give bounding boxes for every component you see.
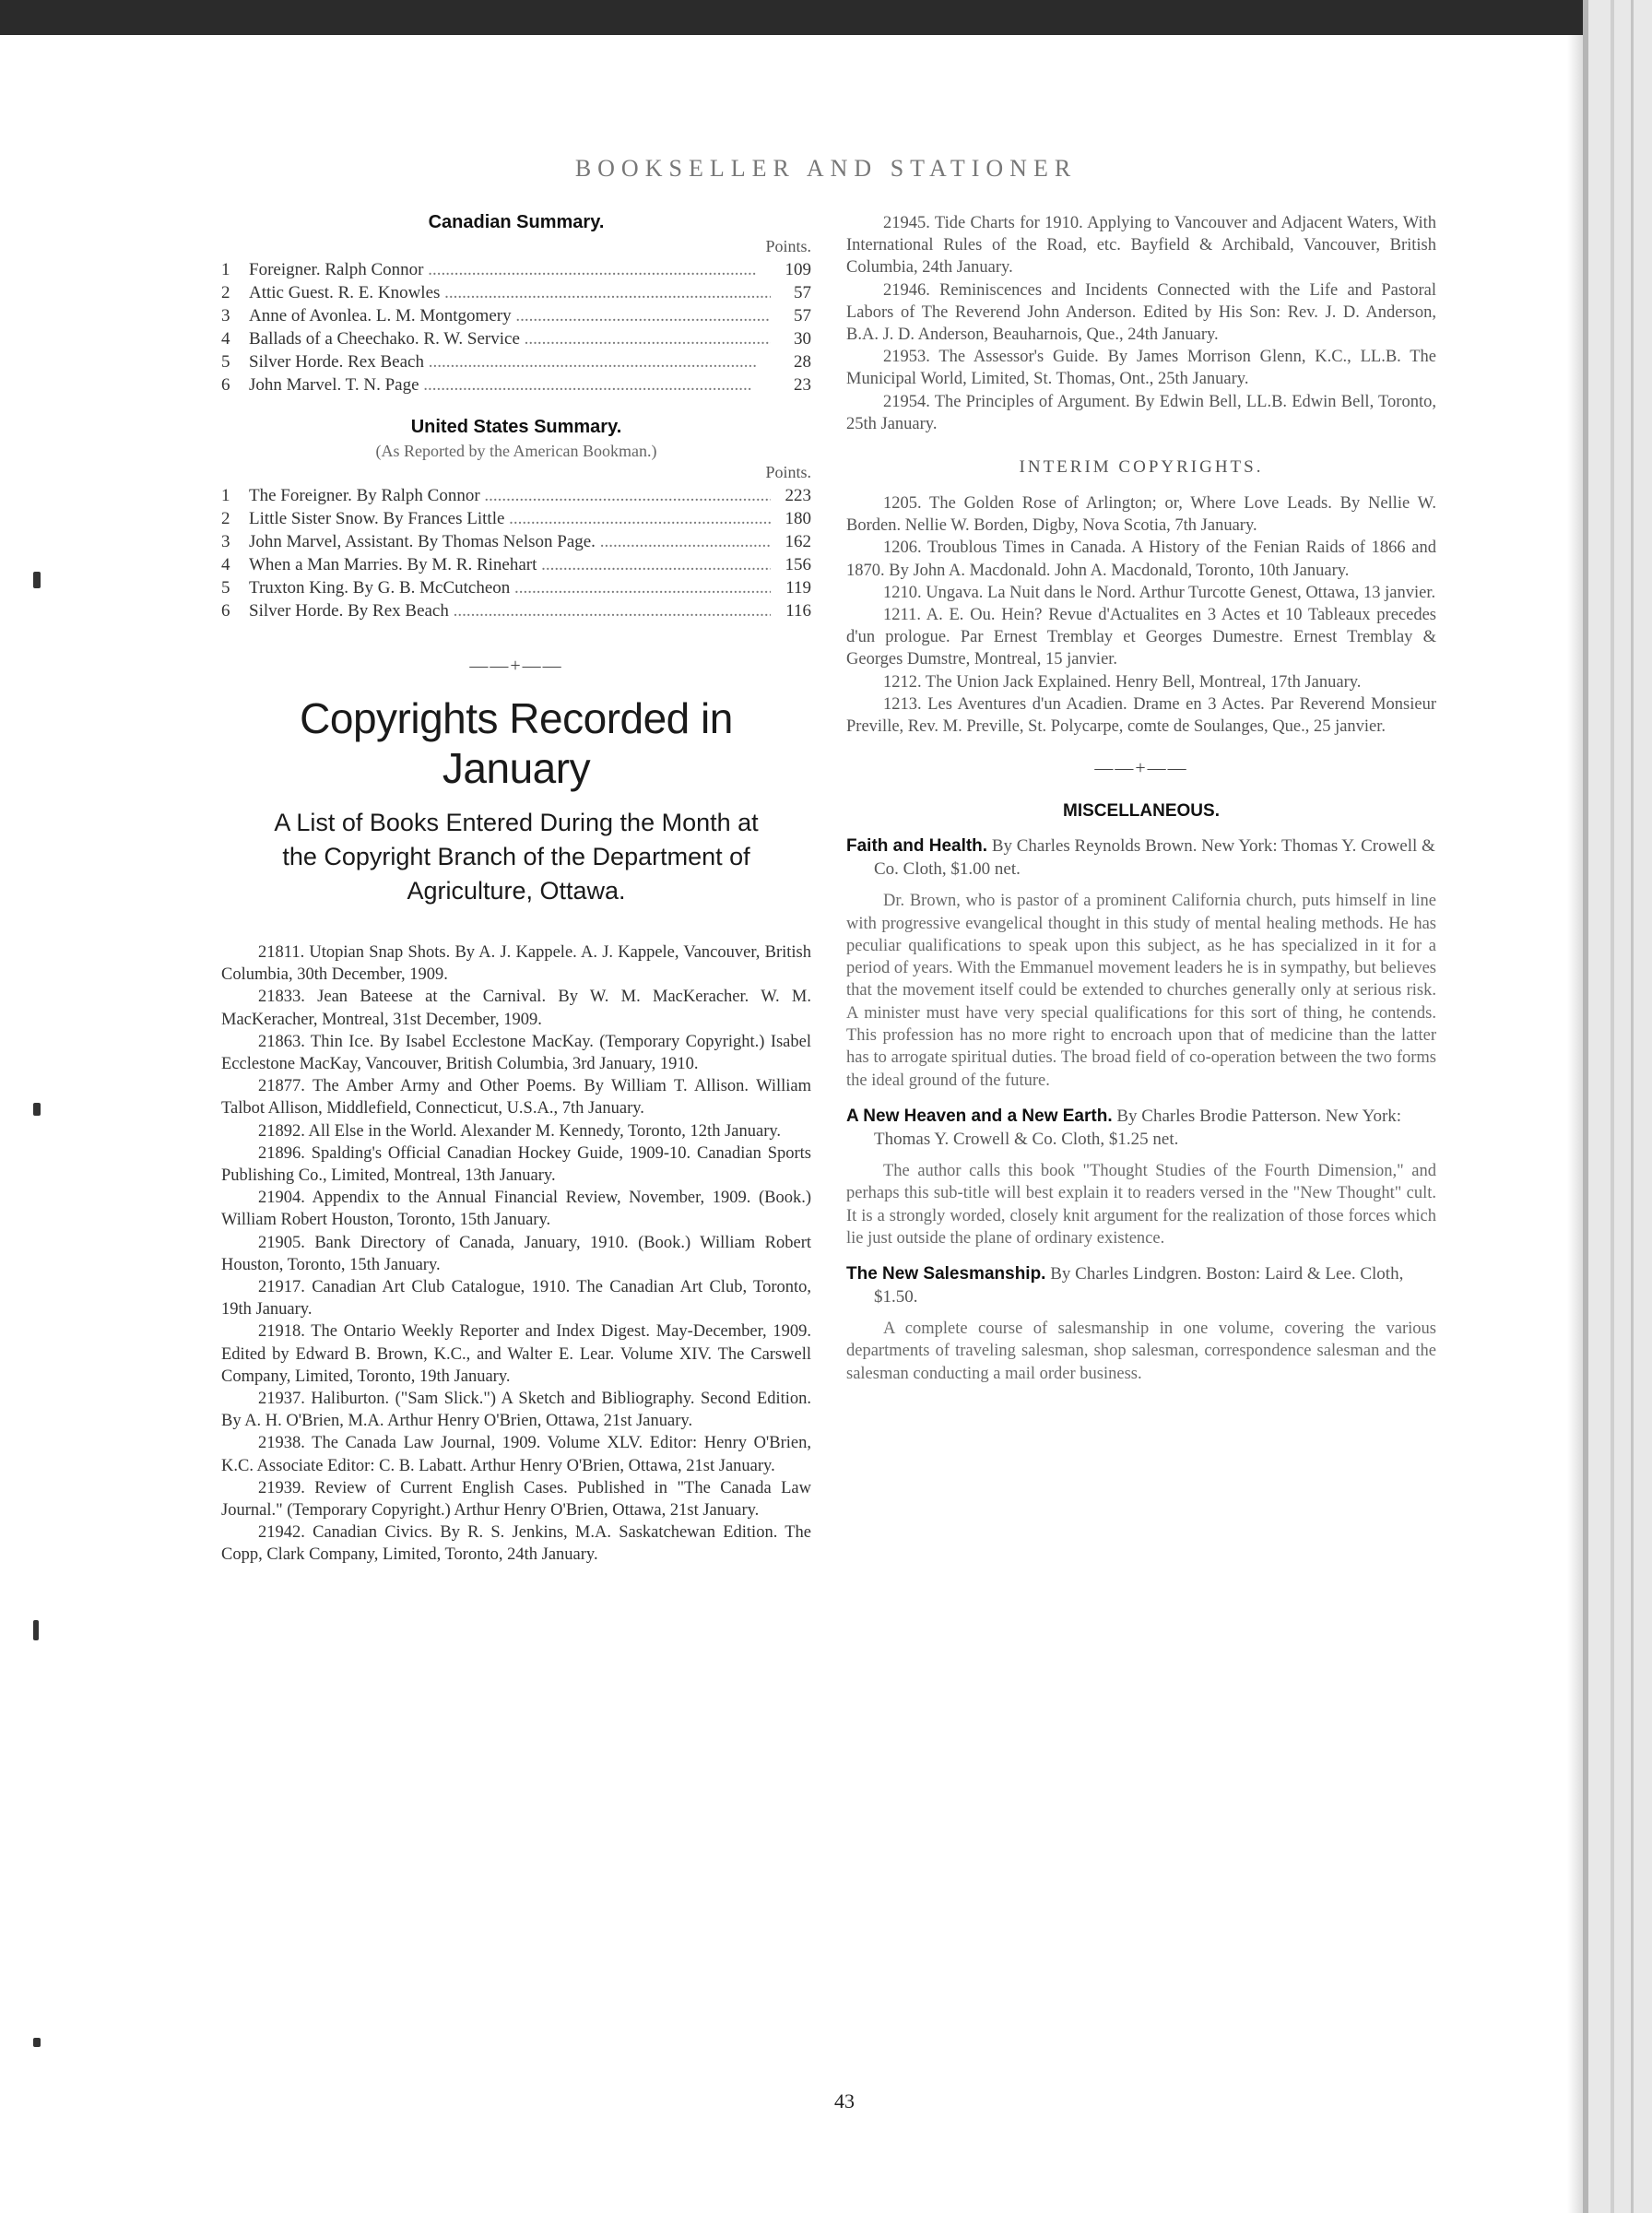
margin-mark <box>33 1620 39 1640</box>
copyright-entry: 21917. Canadian Art Club Catalogue, 1910. The Canadian Art Club, Toronto, 19th January. <box>221 1278 811 1320</box>
copyright-entry: 21953. The Assessor's Guide. By James Morrison Glenn, K.C., LL.B. The Municipal World, Limited, St. Thomas, Ont., 25th January. <box>846 348 1436 389</box>
interim-entries <box>846 492 1436 738</box>
review-book-title: Faith and Health. <box>846 836 988 857</box>
margin-mark <box>33 572 41 588</box>
review <box>846 1105 1436 1249</box>
interim-entry: 1211. A. E. Ou. Hein? Revue d'Actualites en 3 Actes et 10 Tableaux precedes d'un prologue. Par Ernest Tremblay et Georges Dumestre. Ernest Tremblay & Georges Dumstre, Montreal, 15 janvier. <box>846 606 1436 669</box>
margin-mark <box>33 2038 41 2047</box>
copyrights-subtitle: A List of Books Entered During the Month at the Copyright Branch of the Department of Agriculture, Ottawa. <box>274 809 759 905</box>
review-heading <box>846 834 1436 881</box>
us-summary-note: (As Reported by the American Bookman.) <box>375 442 657 460</box>
copyright-entry: 21954. The Principles of Argument. By Edwin Bell, LL.B. Edwin Bell, Toronto, 25th January. <box>846 392 1436 433</box>
misc-title: MISCELLANEOUS. <box>1063 801 1220 822</box>
margin-mark <box>33 1103 41 1116</box>
summary-row: 1 The Foreigner. By Ralph Connor ..... 223 <box>221 484 811 507</box>
interim-entry: 1213. Les Aventures d'un Acadien. Drame en 3 Actes. Par Reverend Monsieur Preville, Rev. M. Preville, St. Polycarpe, comte de Soulanges, Que., 25 janvier. <box>846 694 1436 737</box>
interim-title: INTERIM COPYRIGHTS. <box>1019 457 1264 478</box>
review-book-title: The New Salesmanship. <box>846 1264 1046 1284</box>
copyright-entry: 21939. Review of Current English Cases. Published in "The Canada Law Journal." (Temporary Copyright.) Arthur Henry O'Brien, Ottawa, 21st January. <box>221 1478 811 1521</box>
points-label: Points. <box>765 237 811 255</box>
copyright-entry: 21904. Appendix to the Annual Financial Review, November, 1909. (Book.) William Robert Houston, Toronto, 15th January. <box>221 1189 811 1230</box>
summary-row: 6 Silver Horde. By Rex Beach ..... 116 <box>221 599 811 622</box>
summary-row: 3 John Marvel, Assistant. By Thomas Nelson Page. ..... 162 <box>221 530 811 553</box>
interim-entry: 1212. The Union Jack Explained. Henry Bell, Montreal, 17th January. <box>883 672 1362 692</box>
copyright-entry: 21938. The Canada Law Journal, 1909. Volume XLV. Editor: Henry O'Brien, K.C. Associate Editor: C. B. Labatt. Arthur Henry O'Brien, Ottawa, 21st January. <box>221 1434 811 1475</box>
summary-row: 2 Little Sister Snow. By Frances Little ..... 180 <box>221 507 811 530</box>
copyright-entry: 21905. Bank Directory of Canada, January, 1910. (Book.) William Robert Houston, Toronto, 15th January. <box>221 1233 811 1274</box>
copyright-entry: 21892. All Else in the World. Alexander M. Kennedy, Toronto, 12th January. <box>258 1121 782 1141</box>
summary-row: 5 Silver Horde. Rex Beach ..... 28 <box>221 350 811 373</box>
summary-row: 4 Ballads of a Cheechako. R. W. Service ..... 30 <box>221 327 811 350</box>
page-number: 43 <box>834 2089 855 2112</box>
running-head: BOOKSELLER AND STATIONER <box>574 155 1078 182</box>
copyright-entry: 21877. The Amber Army and Other Poems. By William T. Allison. William Talbot Allison, Middlefield, Connecticut, U.S.A., 7th January. <box>221 1077 811 1118</box>
review <box>846 1262 1436 1385</box>
review-meta: By Charles Reynolds Brown. New York: Thomas Y. Crowell & Co. Cloth, $1.00 net. <box>874 836 1435 880</box>
interim-entry: 1210. Ungava. La Nuit dans le Nord. Arthur Turcotte Genest, Ottawa, 13 janvier. <box>883 583 1436 602</box>
copyright-entries <box>221 941 811 1567</box>
copyright-entry: 21863. Thin Ice. By Isabel Ecclestone MacKay. (Temporary Copyright.) Isabel Ecclestone MacKay, Vancouver, British Columbia, 3rd January, 1910. <box>221 1032 811 1074</box>
canadian-summary-title: Canadian Summary. <box>428 212 605 232</box>
copyright-entry: 21937. Haliburton. ("Sam Slick.") A Sketch and Bibliography. Second Edition. By A. H. O'Brien, M.A. Arthur Henry O'Brien, Ottawa, 21st January. <box>221 1390 811 1431</box>
review-body: A complete course of salesmanship in one volume, covering the various departments of traveling salesman, shop salesman, correspondence salesman and the salesman conducting a mail order business. <box>846 1320 1436 1383</box>
review-book-title: A New Heaven and a New Earth. <box>846 1106 1113 1126</box>
copyright-entry: 21811. Utopian Snap Shots. By A. J. Kappele. A. J. Kappele, Vancouver, British Columbia, 30th December, 1909. <box>221 943 811 985</box>
summary-row: 5 Truxton King. By G. B. McCutcheon ..... 119 <box>221 576 811 599</box>
review-meta: By Charles Brodie Patterson. New York: Thomas Y. Crowell & Co. Cloth, $1.25 net. <box>874 1106 1402 1149</box>
page-edge-shadow <box>1567 35 1583 2213</box>
right-column <box>846 212 1436 1398</box>
review-heading <box>846 1105 1436 1151</box>
review-body: Dr. Brown, who is pastor of a prominent California church, puts himself in line with progressive evangelical thought in this study of mental healing methods. He has peculiar qualifications to speak upon this subject, as he has specialized in it for a period of years. With the Emmanuel movement leaders he is in sympathy, but believes that the movement itself could be extended to churches generally only at serious risk. A minister must have very special qualifications for this sort of thing, he contends. This profession has no more right to encroach upon that of medicine than the latter has to arrogate spiritual duties. The broad field of co-operation between the two forms the ideal ground of the future. <box>846 892 1436 1090</box>
summary-row: 4 When a Man Marries. By M. R. Rinehart ..... 156 <box>221 553 811 576</box>
interim-entry: 1205. The Golden Rose of Arlington; or, Where Love Leads. By Nellie W. Borden. Nellie W. Borden, Digby, Nova Scotia, 7th January. <box>846 494 1436 536</box>
interim-entry: 1206. Troublous Times in Canada. A History of the Fenian Raids of 1866 and 1870. By John A. Macdonald. John A. Macdonald, Toronto, 10th January. <box>846 538 1436 580</box>
points-label: Points. <box>765 463 811 481</box>
review-heading <box>846 1262 1436 1308</box>
scan-right-edge <box>1583 0 1652 2213</box>
copyright-entry: 21918. The Ontario Weekly Reporter and Index Digest. May-December, 1909. Edited by Edward B. Brown, K.C., and Walter E. Lear. Volume XIV. The Carswell Company, Limited, Toronto, 19th January. <box>221 1322 811 1386</box>
section-divider: ——+—— <box>469 656 563 676</box>
canadian-summary-list <box>221 258 811 396</box>
review <box>846 834 1436 1092</box>
review-meta: By Charles Lindgren. Boston: Laird & Lee. Cloth, $1.50. <box>874 1264 1404 1308</box>
us-summary-title: United States Summary. <box>410 417 622 437</box>
review-body: The author calls this book "Thought Studies of the Fourth Dimension," and perhaps this sub-title will best explain it to readers versed in the "New Thought" cult. It is a strongly worded, closely knit argument for the realization of those forces which lie just outside the plane of ordinary existence. <box>846 1161 1436 1248</box>
copyright-entry: 21896. Spalding's Official Canadian Hockey Guide, 1909-10. Canadian Sports Publishing Co., Limited, Montreal, 13th January. <box>221 1143 811 1186</box>
copyrights-title: Copyrights Recorded in January <box>300 694 733 792</box>
left-column <box>221 212 811 1567</box>
copyright-entry: 21946. Reminiscences and Incidents Connected with the Life and Pastoral Labors of The Reverend John Anderson. Edited by His Son: Rev. J. D. Anderson, B.A. J. D. Anderson, Beauharnois, Que., 24th January. <box>846 280 1436 345</box>
scan-top-edge <box>0 0 1652 35</box>
summary-row: 1 Foreigner. Ralph Connor ..... 109 <box>221 258 811 281</box>
summary-row: 6 John Marvel. T. N. Page ..... 23 <box>221 373 811 396</box>
summary-row: 2 Attic Guest. R. E. Knowles ..... 57 <box>221 281 811 304</box>
us-summary-list <box>221 484 811 622</box>
copyright-entry: 21833. Jean Bateese at the Carnival. By W. M. MacKeracher. W. M. MacKeracher, Montreal, 31st December, 1909. <box>221 988 811 1029</box>
copyright-entry: 21945. Tide Charts for 1910. Applying to Vancouver and Adjacent Waters, With International Rules of the Road, etc. Bayfield & Archibald, Vancouver, British Columbia, 24th January. <box>846 214 1436 278</box>
summary-row: 3 Anne of Avonlea. L. M. Montgomery ..... 57 <box>221 304 811 327</box>
copyright-entries-continued <box>846 212 1436 435</box>
section-divider: ——+—— <box>1094 758 1188 779</box>
copyright-entry: 21942. Canadian Civics. By R. S. Jenkins, M.A. Saskatchewan Edition. The Copp, Clark Company, Limited, Toronto, 24th January. <box>221 1523 811 1565</box>
